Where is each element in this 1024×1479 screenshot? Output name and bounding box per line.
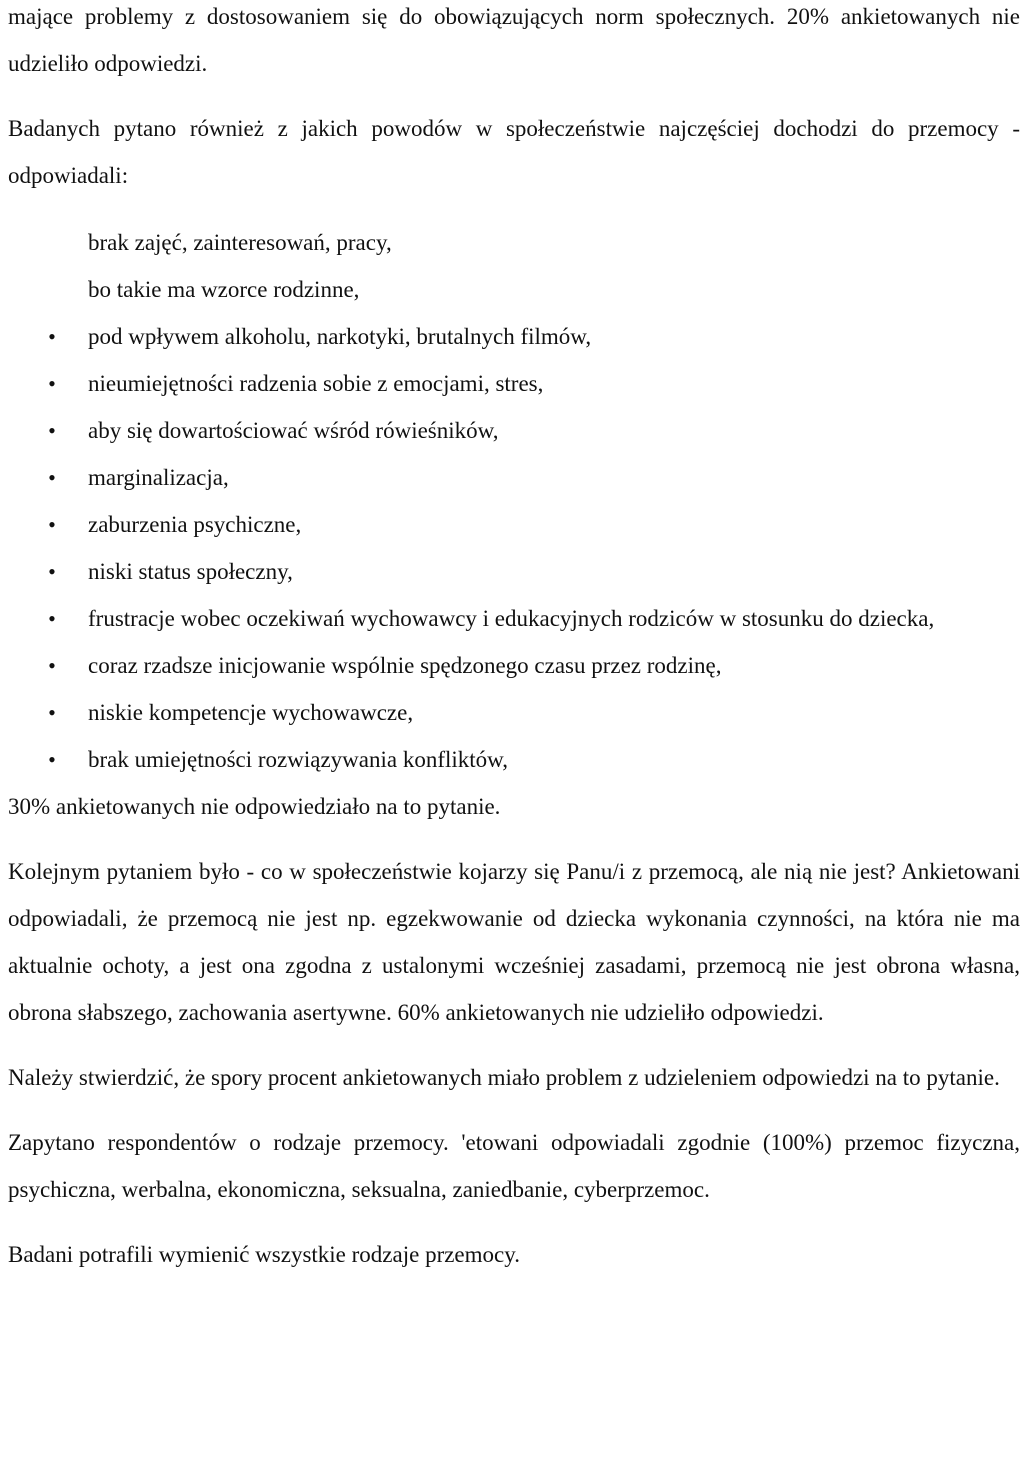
list-item (8, 407, 1020, 454)
bullet-icon: • (48, 465, 56, 490)
bullet-icon: • (48, 324, 56, 349)
list-item (8, 219, 1020, 266)
list-item-text: pod wpływem alkoholu, narkotyki, brutalnych filmów, (88, 324, 592, 349)
list-item (8, 642, 1020, 689)
list-item-text: coraz rzadsze inicjowanie wspólnie spędzonego czasu przez rodzinę, (88, 653, 722, 678)
list-item-text: nieumiejętności radzenia sobie z emocjami, stres, (88, 371, 544, 396)
list-item (8, 360, 1020, 407)
bullet-icon: • (48, 512, 56, 537)
list-item (8, 548, 1020, 595)
list-item (8, 501, 1020, 548)
bullet-icon: • (48, 606, 56, 631)
paragraph-question-associations: Kolejnym pytaniem było - co w społeczeństwie kojarzy się Panu/i z przemocą, ale nią nie jest? Ankietowani odpowiadali, że przemocą nie jest np. egzekwowanie od dziecka wykonania czynności, na która nie ma aktualnie ochoty, a jest ona zgodna z ustalonymi wcześniej zasadami, przemocą nie jest obrona własna, obrona słabszego, zachowania asertywne. 60% ankietowanych nie udzieliło odpowiedzi. (8, 859, 1020, 1025)
list-item (8, 595, 1020, 642)
list-item (8, 454, 1020, 501)
paragraph-violence-types: Zapytano respondentów o rodzaje przemocy. 'etowani odpowiadali zgodnie (100%) przemoc fizyczna, psychiczna, werbalna, ekonomiczna, seksualna, zaniedbanie, cyberprzemoc. (8, 1130, 1020, 1202)
list-item (8, 736, 1020, 783)
document-page (8, 0, 1020, 1278)
bullet-icon: • (48, 700, 56, 725)
paragraph-conclusion: Należy stwierdzić, że spory procent ankietowanych miało problem z udzieleniem odpowiedzi na to pytanie. (8, 1065, 1000, 1090)
list-item-text: brak zajęć, zainteresowań, pracy, (88, 230, 392, 255)
bullet-icon: • (48, 747, 56, 772)
list-item-text: niskie kompetencje wychowawcze, (88, 700, 414, 725)
bullet-icon: • (48, 418, 56, 443)
list-item-text: aby się dowartościować wśród rówieśników, (88, 418, 499, 443)
list-item-text: niski status społeczny, (88, 559, 293, 584)
list-item (8, 689, 1020, 736)
list-item-text: brak umiejętności rozwiązywania konfliktów, (88, 747, 509, 772)
paragraph-intro: mające problemy z dostosowaniem się do obowiązujących norm społecznych. 20% ankietowanych nie udzieliło odpowiedzi. (8, 4, 1020, 76)
paragraph-no-answer: 30% ankietowanych nie odpowiedziało na to pytanie. (8, 794, 501, 819)
bullet-icon: • (48, 371, 56, 396)
list-item-text: marginalizacja, (88, 465, 229, 490)
paragraph-question-reasons: Badanych pytano również z jakich powodów w społeczeństwie najczęściej dochodzi do przemocy - odpowiadali: (8, 116, 1020, 188)
bullet-icon: • (48, 653, 56, 678)
bullet-icon: • (48, 559, 56, 584)
list-item (8, 266, 1020, 313)
list-item-text: bo takie ma wzorce rodzinne, (88, 277, 360, 302)
paragraph-final: Badani potrafili wymienić wszystkie rodzaje przemocy. (8, 1242, 520, 1267)
list-item (8, 313, 1020, 360)
reasons-list (8, 219, 1020, 783)
list-item-text: frustracje wobec oczekiwań wychowawcy i edukacyjnych rodziców w stosunku do dziecka, (88, 606, 935, 631)
list-item-text: zaburzenia psychiczne, (88, 512, 302, 537)
